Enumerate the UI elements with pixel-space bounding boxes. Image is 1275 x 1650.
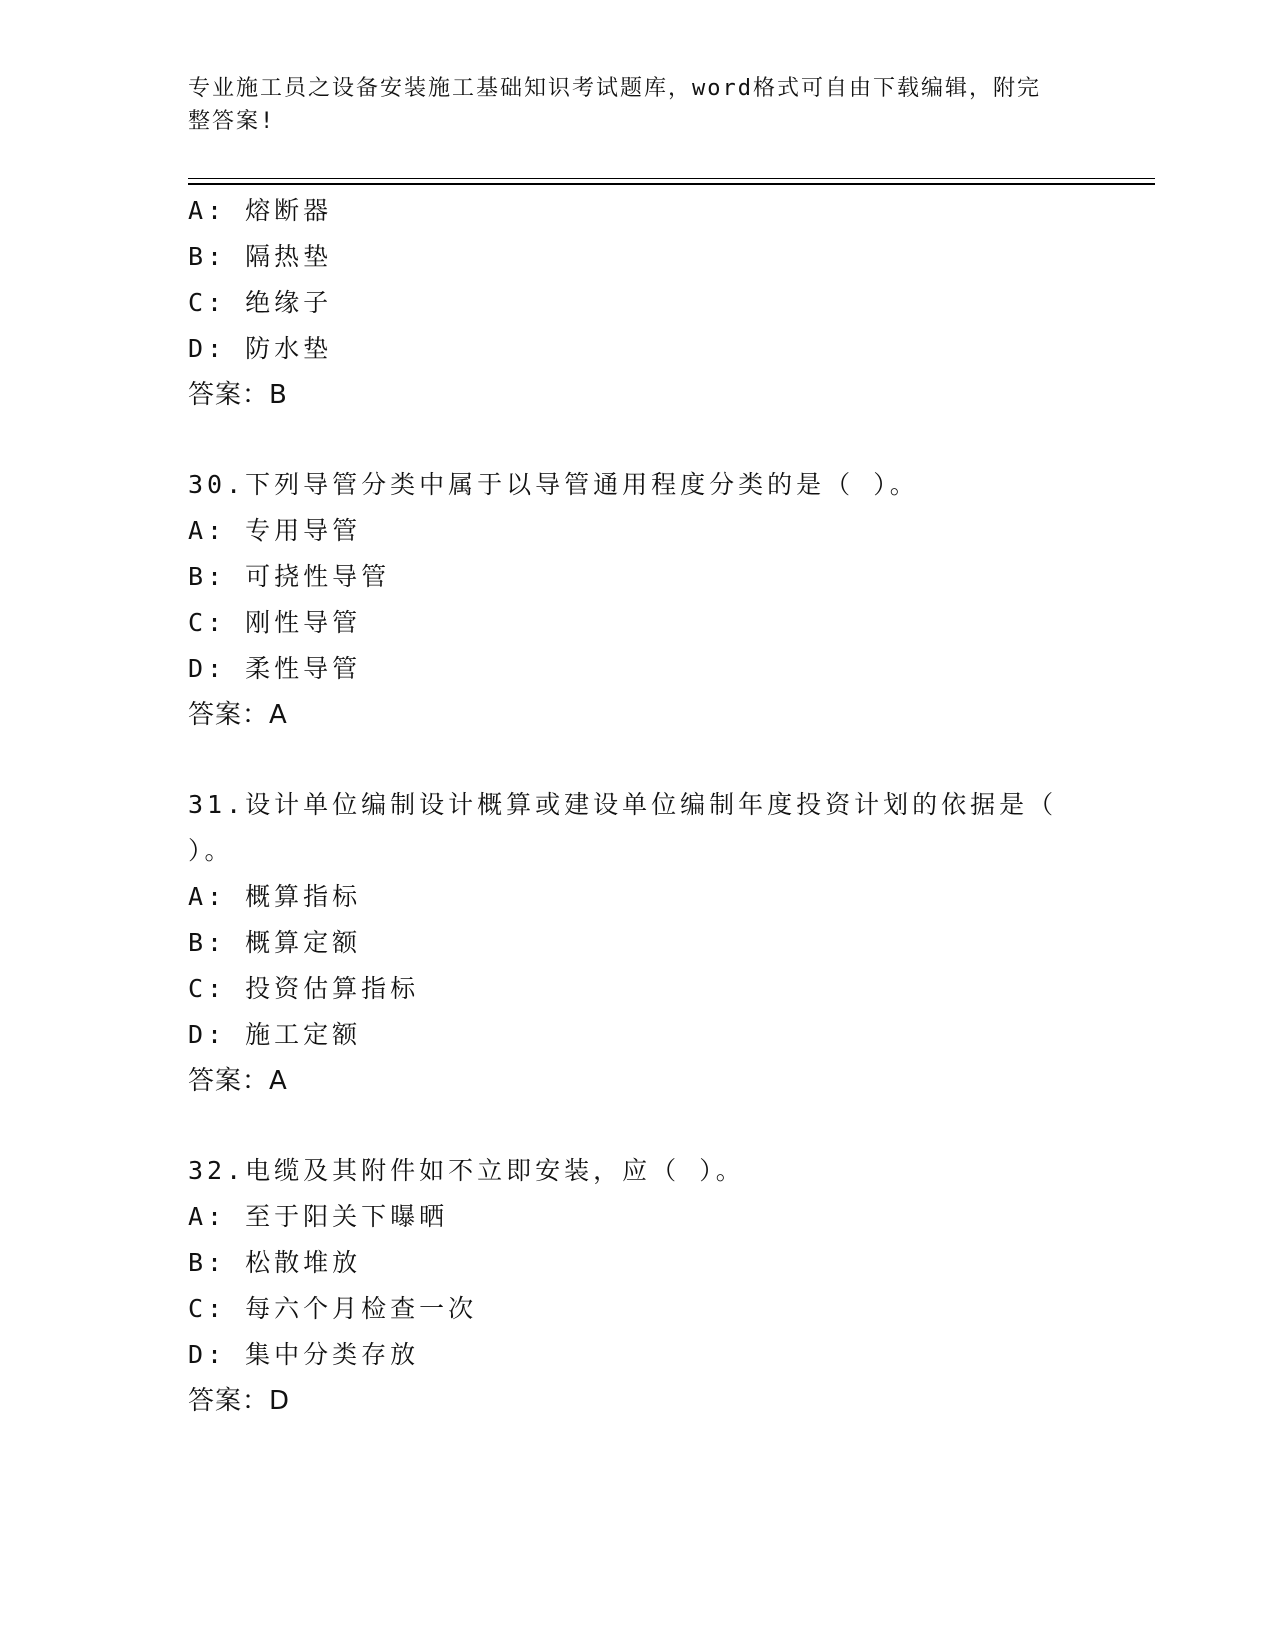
option-d: D: 集中分类存放	[188, 1340, 420, 1369]
question-stem-line-1: 31.设计单位编制设计概算或建设单位编制年度投资计划的依据是（	[188, 790, 1058, 819]
option-c: C: 投资估算指标	[188, 974, 420, 1003]
option-b: B: 可挠性导管	[188, 562, 391, 591]
header-divider-bottom	[188, 183, 1155, 185]
option-d: D: 施工定额	[188, 1020, 362, 1049]
option-d: D: 防水垫	[188, 334, 333, 363]
option-d: D: 柔性导管	[188, 654, 362, 683]
option-c: C: 绝缘子	[188, 288, 333, 317]
option-a: A: 专用导管	[188, 516, 362, 545]
option-b: B: 隔热垫	[188, 242, 333, 271]
question-30	[188, 462, 1068, 738]
option-b: B: 松散堆放	[188, 1248, 362, 1277]
document-header	[188, 72, 1068, 138]
question-29	[188, 188, 1068, 418]
option-a: A: 概算指标	[188, 882, 362, 911]
question-31	[188, 782, 1068, 1104]
question-32	[188, 1148, 1068, 1424]
option-a: A: 熔断器	[188, 196, 333, 225]
question-stem: 30.下列导管分类中属于以导管通用程度分类的是（ ）。	[188, 470, 919, 499]
answer-line: 答案：A	[188, 700, 288, 730]
option-a: A: 至于阳关下曝晒	[188, 1202, 449, 1231]
question-stem-line-2: ）。	[188, 836, 234, 865]
header-line-2: 整答案!	[188, 109, 276, 134]
option-c: C: 每六个月检查一次	[188, 1294, 478, 1323]
question-list	[188, 188, 1068, 1424]
answer-line: 答案：B	[188, 380, 288, 410]
question-stem: 32.电缆及其附件如不立即安装，应（ ）。	[188, 1156, 745, 1185]
header-divider-top	[188, 178, 1155, 179]
answer-line: 答案：A	[188, 1066, 288, 1096]
header-line-1: 专业施工员之设备安装施工基础知识考试题库，word格式可自由下载编辑，附完	[188, 76, 1041, 101]
option-b: B: 概算定额	[188, 928, 362, 957]
answer-line: 答案：D	[188, 1386, 291, 1416]
option-c: C: 刚性导管	[188, 608, 362, 637]
